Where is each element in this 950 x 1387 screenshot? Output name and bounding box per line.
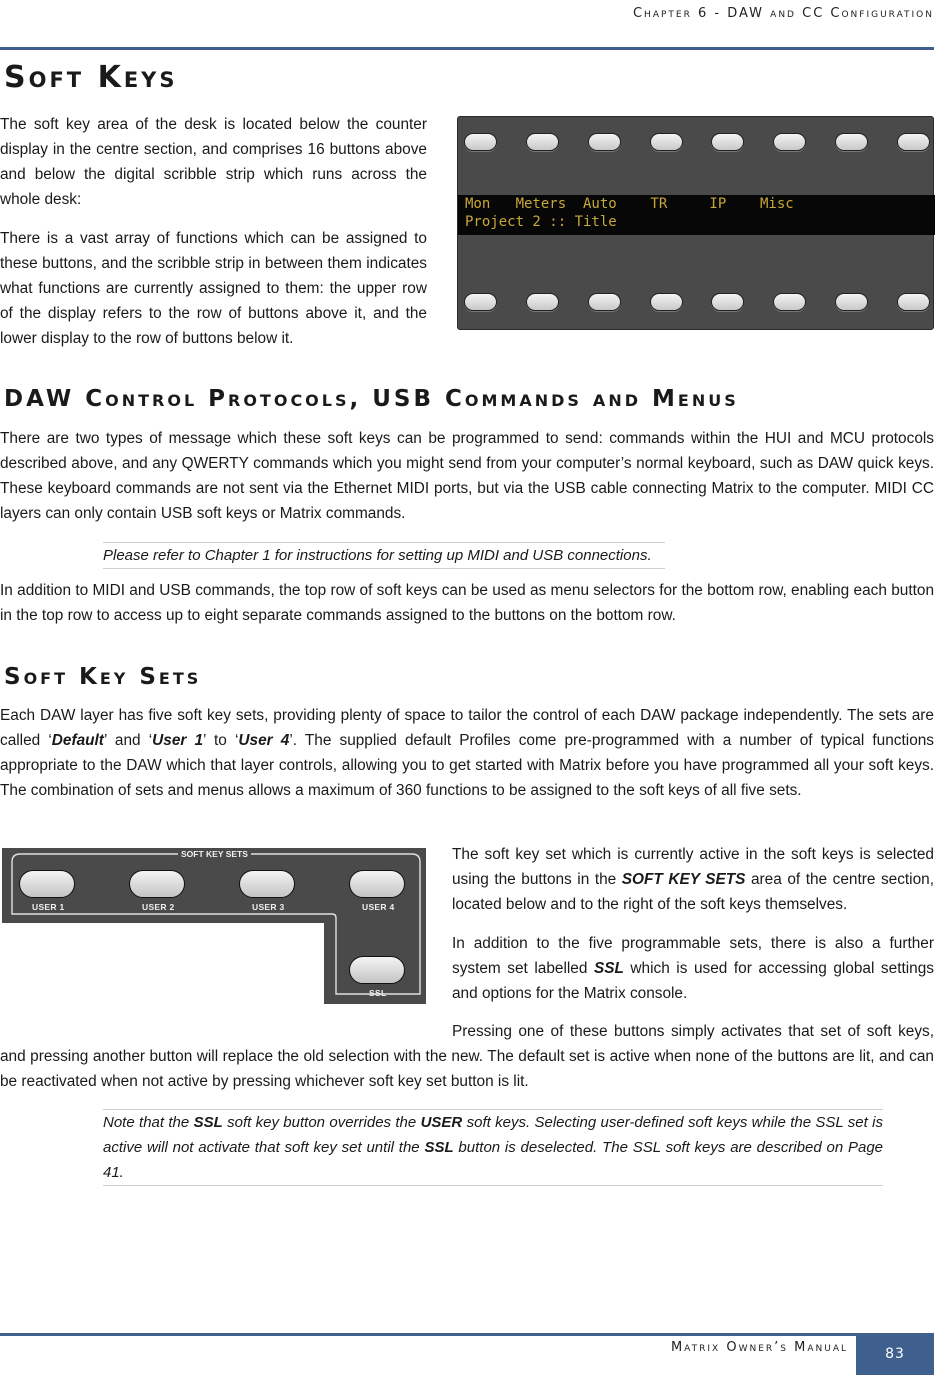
- default-set-name: Default: [51, 732, 104, 749]
- soft-key: [650, 293, 683, 311]
- soft-key-sets-title: SOFT KEY SETS: [178, 849, 251, 859]
- daw-control-paragraph-2: In addition to MIDI and USB commands, the top row of soft keys can be used as menu selectors for the bottom row, enabling each button in the top row to access up to eight separate commands assigned to the buttons on the bottom row.: [0, 582, 934, 624]
- scribble-strip-display: [458, 195, 935, 235]
- user-3-button: [239, 870, 295, 898]
- soft-key: [588, 293, 621, 311]
- soft-key: [588, 133, 621, 151]
- soft-key-sets-paragraph-1: Each DAW layer has five soft key sets, providing plenty of space to tailor the control of each DAW package independently. The sets are called ‘Default’ and ‘User 1’ to ‘User 4’. The supplied default Profiles come pre-programmed with a number of typical functions appropriate to the DAW which that layer controls, allowing you to get started with Matrix before you have programmed all your soft keys. The combination of sets and menus allows a maximum of 360 functions to be assigned to the soft keys of all five sets.: [0, 707, 935, 799]
- soft-key: [711, 293, 744, 311]
- ssl-button: [349, 956, 405, 984]
- ssl-term: SSL: [593, 960, 624, 977]
- footer-title: Matrix Owner’s Manual: [670, 1340, 848, 1355]
- daw-control-paragraph-1: There are two types of message which these soft keys can be programmed to send: commands within the HUI and MCU protocols described above, and any QWERTY commands which you might send from your computer’s normal keyboard, such as DAW quick keys. These keyboard commands are not sent via the Ethernet MIDI ports, but via the USB cable connecting Matrix to the computer. MIDI CC layers can only contain USB soft keys or Matrix commands.: [0, 430, 934, 522]
- user-1-label: USER 1: [32, 902, 65, 912]
- footer-rule: [0, 1333, 934, 1336]
- scribble-strip-upper-line: Mon Meters Auto TR IP Misc: [465, 196, 794, 212]
- soft-key-sets-paragraph-2: The soft key set which is currently active in the soft keys is selected using the buttons in the SOFT KEY SETS area of the centre section, located below and to the right of the soft keys themselves.: [452, 846, 934, 913]
- upper-soft-key-row: [464, 133, 930, 155]
- soft-key: [773, 293, 806, 311]
- soft-key: [464, 293, 497, 311]
- soft-keys-paragraph-2: There is a vast array of functions which can be assigned to these buttons, and the scribble strip in between them indicates what functions are currently assigned to them: the upper row of the display refers to the row of buttons above it, and the lower display to the row of buttons below it.: [0, 230, 427, 347]
- soft-key: [650, 133, 683, 151]
- user-4-button: [349, 870, 405, 898]
- scribble-strip-lower-line: Project 2 :: Title: [465, 214, 617, 230]
- chapter-1-note: Please refer to Chapter 1 for instructions for setting up MIDI and USB connections.: [103, 542, 665, 569]
- heading-soft-key-sets: Soft Key Sets: [4, 664, 202, 690]
- soft-key: [526, 133, 559, 151]
- user-2-label: USER 2: [142, 902, 175, 912]
- heading-soft-keys: Soft Keys: [4, 60, 178, 95]
- heading-daw-control: DAW Control Protocols, USB Commands and Menus: [4, 386, 739, 412]
- lower-soft-key-row: [464, 293, 930, 315]
- soft-key: [897, 293, 930, 311]
- ssl-label: SSL: [369, 988, 387, 998]
- soft-key: [835, 293, 868, 311]
- soft-key-sets-paragraph-3: In addition to the five programmable sets, there is also a further system set labelled SSL which is used for accessing global settings and options for the Matrix console.: [452, 935, 934, 1002]
- soft-keys-display-figure: [457, 116, 934, 330]
- user-4-label: USER 4: [362, 902, 395, 912]
- soft-keys-paragraph-1: The soft key area of the desk is located below the counter display in the centre section, and comprises 16 buttons above and below the digital scribble strip which runs across the whole desk:: [0, 116, 427, 208]
- ssl-override-note: Note that the SSL soft key button overrides the USER soft keys. Selecting user-defined soft keys while the SSL set is active will not activate that soft key set until the SSL button is deselected. The SSL soft keys are described on Page 41.: [103, 1109, 883, 1186]
- soft-key-sets-paragraph-4: Pressing one of these buttons simply activates that set of soft keys, and pressing another button will replace the old selection with the new. The default set is active when none of the buttons are lit, and can be reactivated when not active by pressing whichever soft key set button is lit.: [0, 1023, 934, 1090]
- page-number: 83: [856, 1335, 934, 1375]
- user1-set-name: User 1: [152, 732, 204, 749]
- user-3-label: USER 3: [252, 902, 285, 912]
- user-2-button: [129, 870, 185, 898]
- user-1-button: [19, 870, 75, 898]
- soft-key: [526, 293, 559, 311]
- soft-key-sets-term: SOFT KEY SETS: [621, 871, 746, 888]
- soft-key: [835, 133, 868, 151]
- soft-key: [464, 133, 497, 151]
- soft-key: [711, 133, 744, 151]
- soft-key-sets-figure: [2, 848, 426, 1004]
- soft-key: [897, 133, 930, 151]
- user4-set-name: User 4: [238, 732, 290, 749]
- header-rule: [0, 47, 934, 50]
- running-header: Chapter 6 - DAW and CC Configuration: [632, 6, 934, 21]
- soft-key: [773, 133, 806, 151]
